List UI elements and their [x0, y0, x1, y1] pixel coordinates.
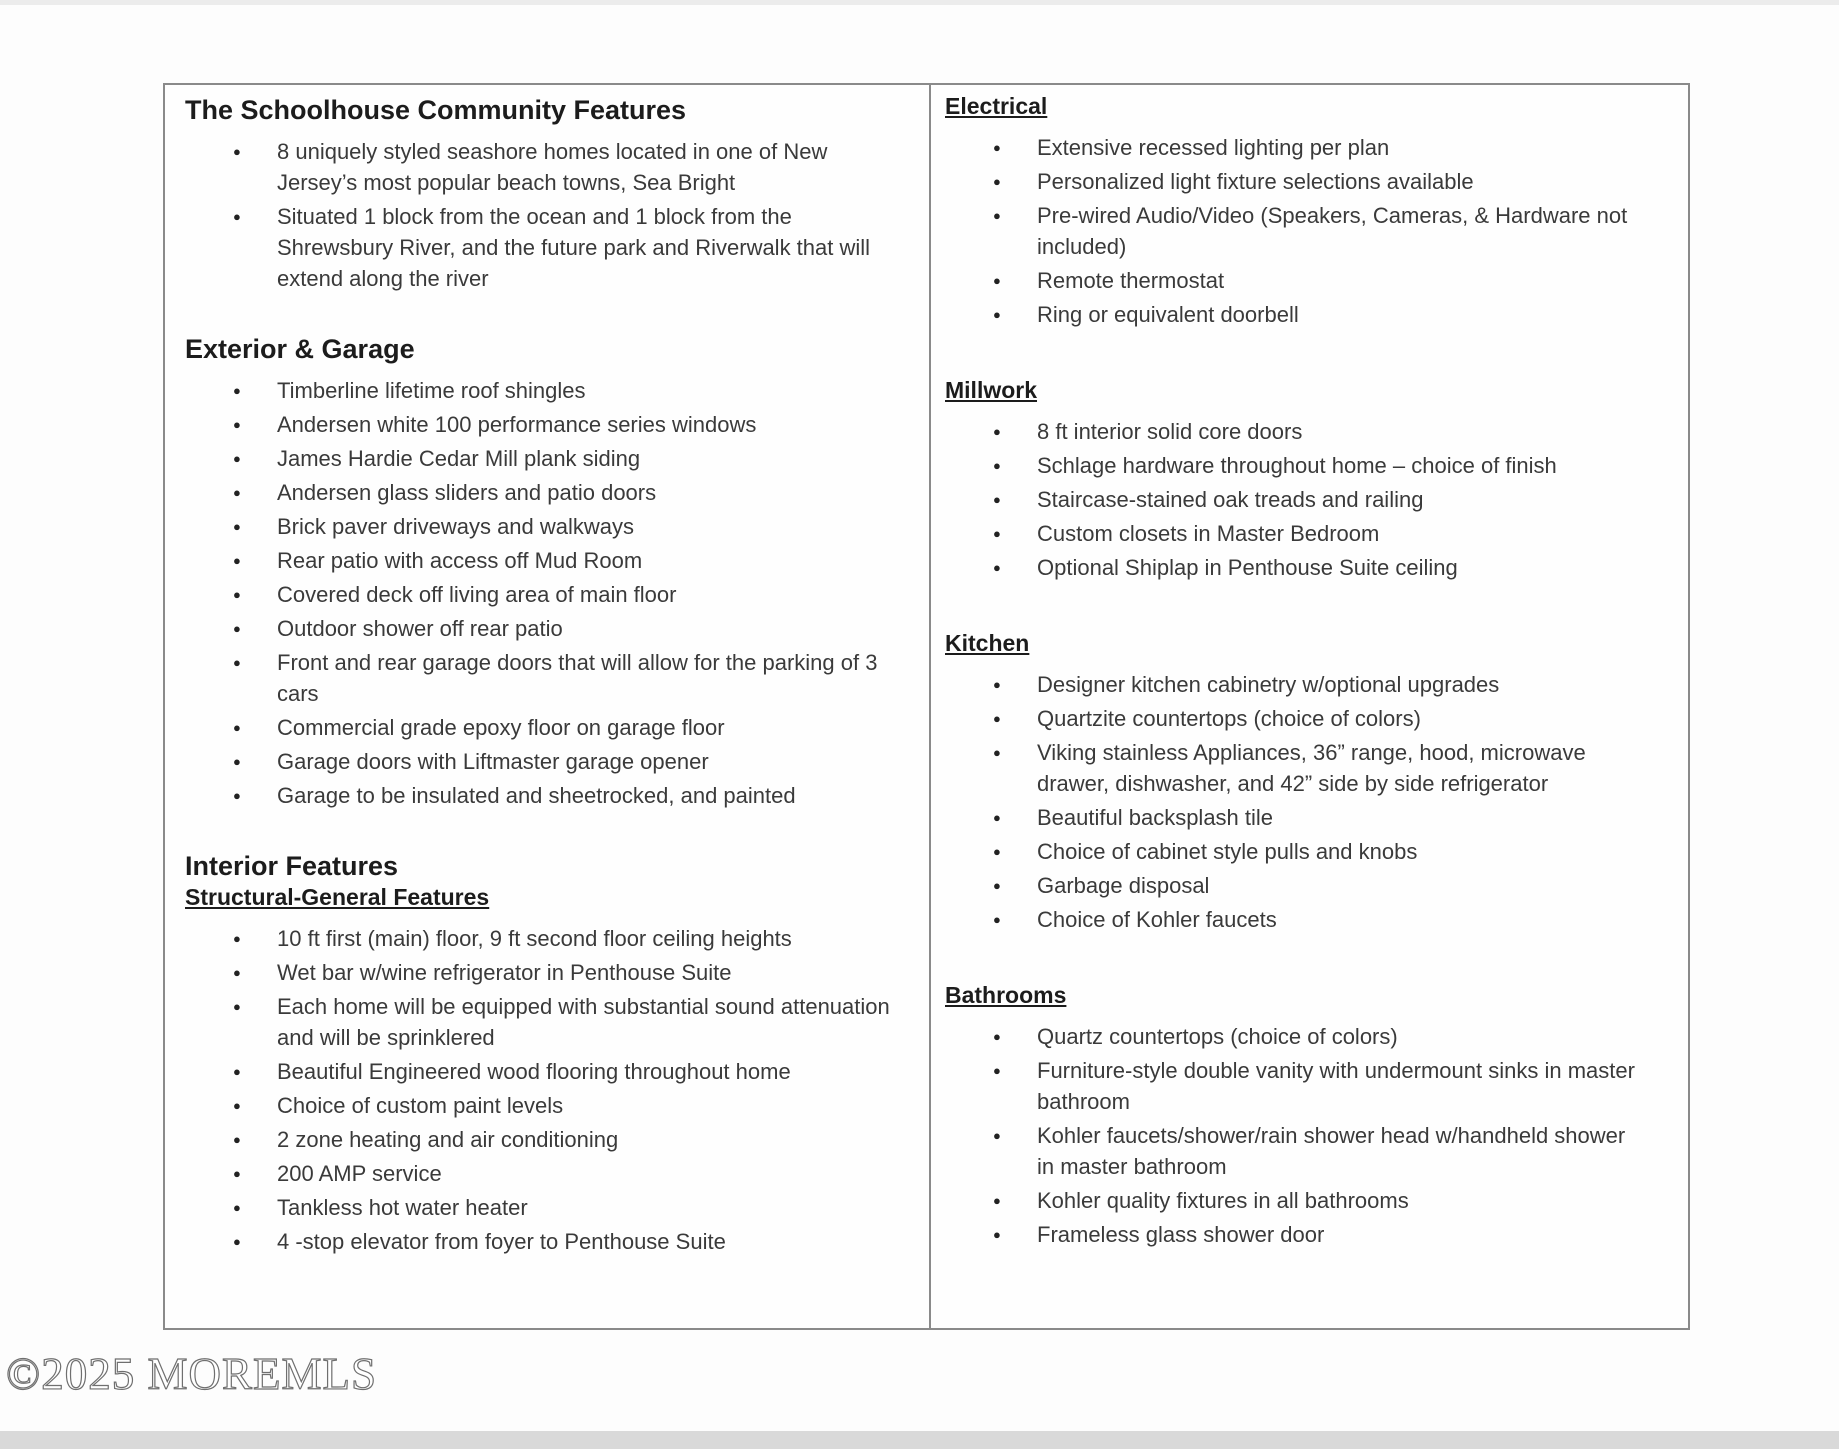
list-item: ● Quartzite countertops (choice of colors): [1037, 703, 1635, 734]
list-item: ● Remote thermostat: [1037, 265, 1635, 296]
list-item: ● Andersen glass sliders and patio doors: [277, 477, 910, 508]
section-exterior-garage: [185, 334, 910, 811]
list-item: ● Outdoor shower off rear patio: [277, 613, 910, 644]
list-item: ● Personalized light fixture selections available: [1037, 166, 1635, 197]
section-title: Millwork: [945, 377, 1038, 403]
section-interior-features: [185, 851, 910, 1257]
list-item: ● Choice of custom paint levels: [277, 1090, 910, 1121]
mls-copyright-watermark: ©2025 MOREMLS: [6, 1349, 377, 1399]
list-item: ● 10 ft first (main) floor, 9 ft second floor ceiling heights: [277, 923, 910, 954]
bullet-list: [945, 132, 1635, 330]
list-item: ● Choice of cabinet style pulls and knobs: [1037, 836, 1635, 867]
bullet-list: [185, 923, 910, 1257]
list-item: ● Each home will be equipped with substantial sound attenuation and will be sprinklered: [277, 991, 910, 1053]
list-item: ● Garbage disposal: [1037, 870, 1635, 901]
list-item: ● Furniture-style double vanity with undermount sinks in master bathroom: [1037, 1055, 1635, 1117]
list-item: ● Brick paver driveways and walkways: [277, 511, 910, 542]
right-column: [931, 85, 1688, 1328]
list-item: ● Andersen white 100 performance series windows: [277, 409, 910, 440]
list-item: ● Frameless glass shower door: [1037, 1219, 1635, 1250]
section-title: Bathrooms: [945, 982, 1067, 1008]
list-item: ● 8 ft interior solid core doors: [1037, 416, 1635, 447]
bullet-list: [945, 1021, 1635, 1250]
list-item: ● James Hardie Cedar Mill plank siding: [277, 443, 910, 474]
list-item: ● Quartz countertops (choice of colors): [1037, 1021, 1635, 1052]
section-subtitle: Structural-General Features: [185, 884, 490, 910]
list-item: ● 4 -stop elevator from foyer to Penthouse Suite: [277, 1226, 910, 1257]
list-item: ● Rear patio with access off Mud Room: [277, 545, 910, 576]
section-title: Exterior & Garage: [185, 334, 415, 364]
list-item: ● 8 uniquely styled seashore homes located in one of New Jersey’s most popular beach towns, Sea Bright: [277, 136, 910, 198]
list-item: ● Garage doors with Liftmaster garage opener: [277, 746, 910, 777]
section-community: [185, 95, 910, 294]
bullet-list: [945, 416, 1635, 583]
features-sheet: [163, 83, 1690, 1330]
list-item: ● Situated 1 block from the ocean and 1 block from the Shrewsbury River, and the future park and Riverwalk that will extend along the river: [277, 201, 910, 294]
list-item: ● Kohler faucets/shower/rain shower head w/handheld shower in master bathroom: [1037, 1120, 1635, 1182]
list-item: ● 2 zone heating and air conditioning: [277, 1124, 910, 1155]
list-item: ● Kohler quality fixtures in all bathrooms: [1037, 1185, 1635, 1216]
section-title: The Schoolhouse Community Features: [185, 95, 687, 125]
section-millwork: [945, 377, 1635, 583]
section-bathrooms: [945, 982, 1635, 1250]
list-item: ● Garage to be insulated and sheetrocked, and painted: [277, 780, 910, 811]
section-title: Electrical: [945, 93, 1048, 119]
list-item: ● Covered deck off living area of main floor: [277, 579, 910, 610]
list-item: ● Staircase-stained oak treads and railing: [1037, 484, 1635, 515]
list-item: ● Beautiful Engineered wood flooring throughout home: [277, 1056, 910, 1087]
list-item: ● Extensive recessed lighting per plan: [1037, 132, 1635, 163]
left-column: [165, 85, 931, 1328]
list-item: ● Beautiful backsplash tile: [1037, 802, 1635, 833]
bottom-edge-strip: [0, 1431, 1839, 1449]
bullet-list: [945, 669, 1635, 935]
section-electrical: [945, 93, 1635, 330]
top-edge-strip: [0, 0, 1839, 5]
list-item: ● Choice of Kohler faucets: [1037, 904, 1635, 935]
list-item: ● Commercial grade epoxy floor on garage floor: [277, 712, 910, 743]
list-item: ● Ring or equivalent doorbell: [1037, 299, 1635, 330]
section-title: Interior Features: [185, 851, 399, 881]
list-item: ● Schlage hardware throughout home – choice of finish: [1037, 450, 1635, 481]
list-item: ● Front and rear garage doors that will allow for the parking of 3 cars: [277, 647, 910, 709]
bullet-list: [185, 375, 910, 811]
list-item: ● Tankless hot water heater: [277, 1192, 910, 1223]
list-item: ● Wet bar w/wine refrigerator in Penthouse Suite: [277, 957, 910, 988]
list-item: ● Optional Shiplap in Penthouse Suite ceiling: [1037, 552, 1635, 583]
list-item: ● Timberline lifetime roof shingles: [277, 375, 910, 406]
list-item: ● 200 AMP service: [277, 1158, 910, 1189]
section-kitchen: [945, 630, 1635, 935]
bullet-list: [185, 136, 910, 294]
list-item: ● Designer kitchen cabinetry w/optional upgrades: [1037, 669, 1635, 700]
list-item: ● Pre-wired Audio/Video (Speakers, Cameras, & Hardware not included): [1037, 200, 1635, 262]
list-item: ● Viking stainless Appliances, 36” range, hood, microwave drawer, dishwasher, and 42” side by side refrigerator: [1037, 737, 1635, 799]
section-title: Kitchen: [945, 630, 1030, 656]
list-item: ● Custom closets in Master Bedroom: [1037, 518, 1635, 549]
